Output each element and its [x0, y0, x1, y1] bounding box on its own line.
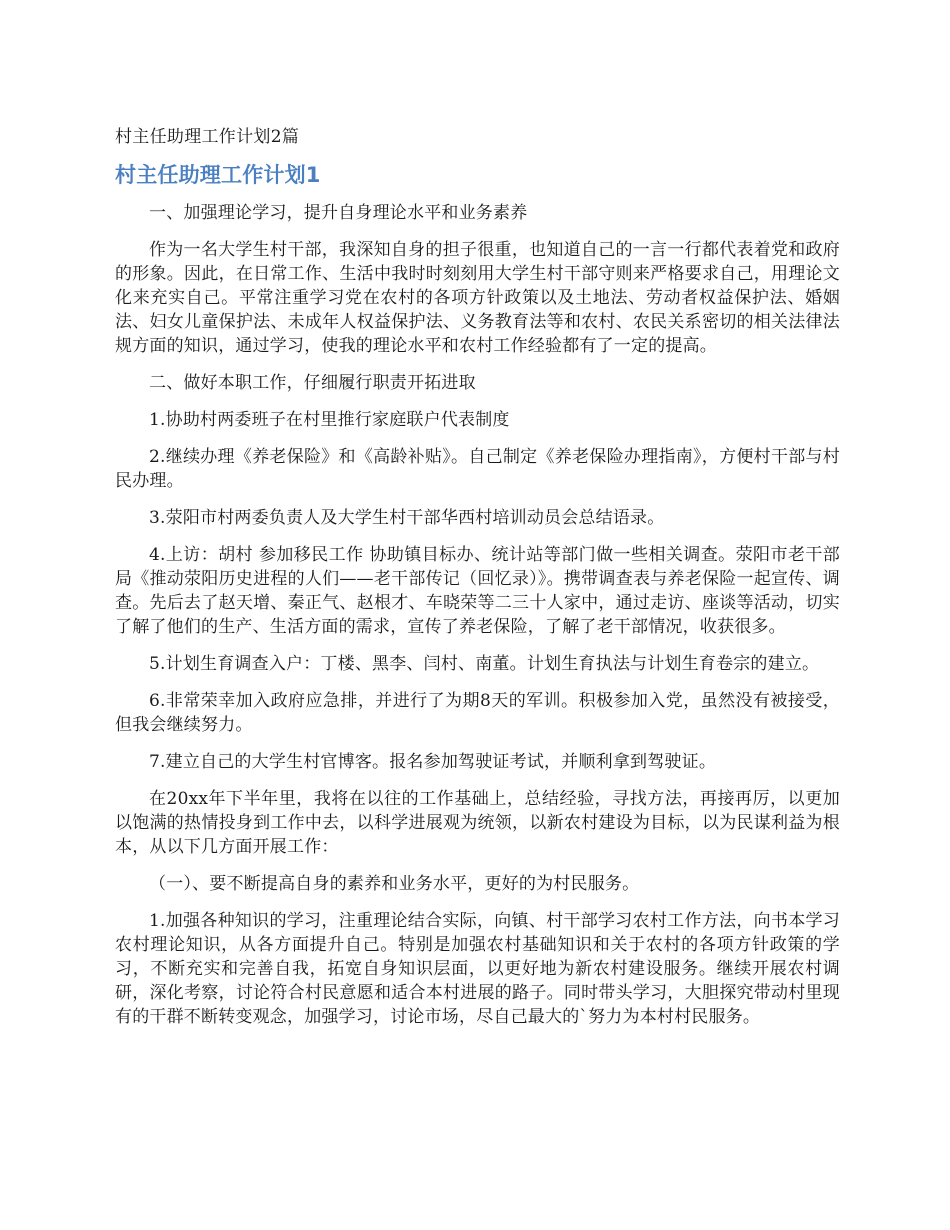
- document-page: [115, 122, 840, 1042]
- paragraph-9: 6.非常荣幸加入政府应急排，并进行了为期8天的军训。积极参加入党，虽然没有被接受，但我会继续努力。: [115, 691, 840, 735]
- paragraph-10: 7.建立自己的大学生村官博客。报名参加驾驶证考试，并顺利拿到驾驶证。: [149, 752, 717, 772]
- paragraph-13: 1.加强各种知识的学习，注重理论结合实际，向镇、村干部学习农村工作方法，向书本学习农村理论知识，从各方面提升自己。特别是加强农村基础知识和关于农村的各项方针政策的学习，不断充实和完善自我，拓宽自身知识层面，以更好地为新农村建设服务。继续开展农村调研，深化考察，讨论符合村民意愿和适合本村进展的路子。同时带头学习，大胆探究带动村里现有的干群不断转变观念，加强学习，讨论市场，尽自己最大的`努力为本村村民服务。: [115, 911, 840, 1027]
- paragraph-11: 在20xx年下半年里，我将在以往的工作基础上，总结经验，寻找方法，再接再厉，以更加以饱满的热情投身到工作中去，以科学进展观为统领，以新农村建设为目标，以为民谋利益为根本，从以下几方面开展工作：: [115, 789, 840, 857]
- paragraph-2: 作为一名大学生村干部，我深知自身的担子很重，也知道自己的一言一行都代表着党和政府的形象。因此，在日常工作、生活中我时时刻刻用大学生村干部守则来严格要求自己，用理论文化来充实自己。平常注重学习党在农村的各项方针政策以及土地法、劳动者权益保护法、婚姻法、妇女儿童保护法、未成年人权益保护法、义务教育法等和农村、农民关系密切的相关法律法规方面的知识，通过学习，使我的理论水平和农村工作经验都有了一定的提高。: [115, 240, 840, 356]
- paragraph-4: 1.协助村两委班子在村里推行家庭联户代表制度: [149, 410, 510, 430]
- document-title: 村主任助理工作计划2篇: [115, 127, 300, 147]
- paragraph-6: 3.荥阳市村两委负责人及大学生村干部华西村培训动员会总结语录。: [149, 508, 665, 528]
- section-heading: 村主任助理工作计划1: [115, 163, 321, 187]
- paragraph-7: 4.上访：胡村 参加移民工作 协助镇目标办、统计站等部门做一些相关调查。荥阳市老干部局《推动荥阳历史进程的人们——老干部传记（回忆录）》。携带调查表与养老保险一起宣传、调查。先后去了赵天增、秦正气、赵根才、车晓荣等二三十人家中，通过走访、座谈等活动，切实了解了他们的生产、生活方面的需求，宣传了养老保险，了解了老干部情况，收获很多。: [115, 545, 840, 637]
- paragraph-12: （一）、要不断提高自身的素养和业务水平，更好的为村民服务。: [149, 874, 640, 894]
- paragraph-1: 一、加强理论学习，提升自身理论水平和业务素养: [149, 203, 528, 223]
- paragraph-3: 二、做好本职工作，仔细履行职责开拓进取: [149, 373, 476, 393]
- paragraph-8: 5.计划生育调查入户：丁楼、黑李、闫村、南董。计划生育执法与计划生育卷宗的建立。: [149, 654, 820, 674]
- paragraph-5: 2.继续办理《养老保险》和《高龄补贴》。自己制定《养老保险办理指南》，方便村干部与村民办理。: [115, 447, 840, 491]
